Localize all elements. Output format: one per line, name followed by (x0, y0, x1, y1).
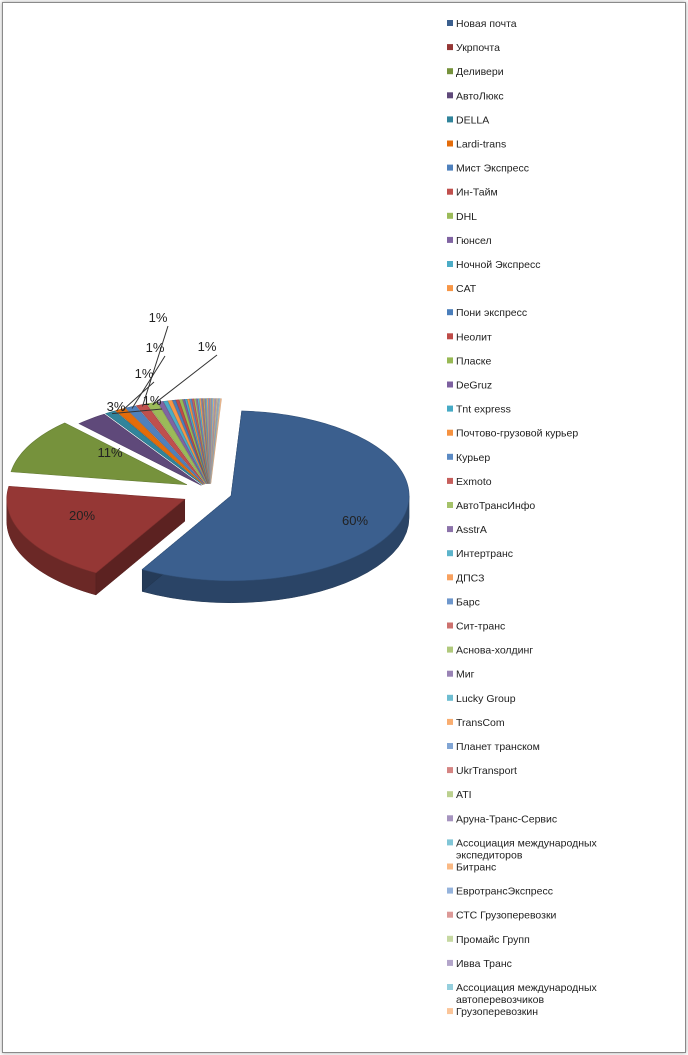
legend-swatch (447, 719, 453, 725)
legend-item (447, 18, 517, 30)
legend-item (447, 789, 472, 801)
legend-label: Интертранс (456, 548, 514, 561)
legend-label: DHL (456, 210, 478, 223)
data-label-4: 1% (142, 393, 162, 408)
legend-label: ATI (456, 789, 472, 802)
legend-item (447, 765, 517, 777)
legend-swatch (447, 68, 453, 74)
data-label-5: 1% (134, 366, 154, 381)
legend-swatch (447, 382, 453, 388)
legend-label: Lardi-trans (456, 138, 507, 151)
data-label-1: 20% (68, 508, 96, 523)
legend-swatch (447, 141, 453, 147)
data-label-0: 60% (341, 513, 369, 528)
leader-line-8 (153, 355, 217, 405)
legend-item (447, 66, 504, 78)
legend-item (447, 187, 498, 199)
legend-swatch (447, 333, 453, 339)
legend-item (447, 428, 578, 440)
data-label-8: 1% (197, 339, 217, 354)
legend-item (447, 452, 490, 464)
legend-label: Ин-Тайм (456, 186, 498, 199)
legend-label: ЕвротрансЭкспресс (456, 885, 553, 898)
legend-item (447, 596, 480, 608)
legend (447, 18, 598, 1018)
legend-swatch (447, 237, 453, 243)
legend-label: Почтово-грузовой курьер (456, 427, 579, 440)
legend-swatch (447, 189, 453, 195)
legend-swatch (447, 984, 453, 990)
legend-item (447, 813, 557, 825)
legend-swatch (447, 623, 453, 629)
legend-item (447, 500, 535, 512)
legend-label: Барс (456, 596, 480, 609)
legend-label: Ивва Транс (456, 957, 512, 970)
legend-swatch (447, 960, 453, 966)
legend-label: Мист Экспресс (456, 162, 529, 175)
legend-label: Деливери (456, 66, 504, 79)
legend-swatch (447, 912, 453, 918)
legend-label: АвтоТрансИнфо (456, 500, 536, 512)
legend-swatch (447, 478, 453, 484)
legend-label: АвтоЛюкс (456, 90, 504, 103)
legend-label: Неолит (456, 331, 492, 344)
legend-swatch (447, 647, 453, 653)
legend-swatch (447, 430, 453, 436)
legend-swatch (447, 791, 453, 797)
legend-item (447, 524, 487, 536)
legend-item (447, 259, 540, 271)
legend-swatch (447, 1008, 453, 1014)
legend-item (447, 139, 506, 151)
legend-label: Exmoto (456, 475, 492, 488)
data-label-6: 1% (145, 340, 165, 355)
legend-label: CAT (456, 283, 477, 296)
legend-label: ДПСЗ (456, 572, 485, 585)
legend-label: Аруна-Транс-Сервис (456, 813, 558, 826)
legend-item (447, 741, 540, 753)
legend-swatch (447, 357, 453, 363)
legend-item (447, 621, 505, 633)
legend-swatch (447, 116, 453, 122)
legend-item (447, 1006, 538, 1018)
legend-item (447, 163, 529, 175)
legend-label: Курьер (456, 451, 491, 464)
legend-item (447, 982, 598, 1006)
legend-label: UkrTransport (456, 765, 517, 778)
legend-label: СТС Грузоперевозки (456, 909, 557, 922)
legend-swatch (447, 598, 453, 604)
legend-swatch (447, 550, 453, 556)
legend-item (447, 693, 516, 705)
legend-label: Битранс (456, 861, 497, 874)
legend-label: Пони экспресс (456, 307, 528, 320)
legend-swatch (447, 309, 453, 315)
legend-label: Tnt express (456, 403, 511, 416)
legend-swatch (447, 839, 453, 845)
legend-item (447, 548, 513, 560)
legend-label: Ассоциация международных (456, 982, 597, 994)
legend-swatch (447, 888, 453, 894)
legend-item (447, 934, 530, 946)
legend-swatch (447, 767, 453, 773)
legend-swatch (447, 526, 453, 532)
legend-label: Укрпочта (456, 42, 500, 55)
legend-swatch (447, 671, 453, 677)
legend-label: Ночной Экспресс (456, 259, 541, 271)
legend-label: Грузоперевозкин (456, 1006, 539, 1019)
legend-swatch (447, 743, 453, 749)
legend-item (447, 910, 557, 922)
legend-swatch (447, 285, 453, 291)
legend-label: Новая почта (456, 18, 517, 30)
legend-swatch (447, 695, 453, 701)
data-label-2: 11% (97, 445, 123, 460)
legend-label: DeGruz (456, 379, 493, 392)
legend-label: Промайс Групп (456, 933, 530, 946)
legend-item (447, 404, 511, 416)
legend-label: Аснова-холдинг (456, 644, 534, 657)
legend-label: Ассоциация международных (456, 837, 597, 850)
legend-item (447, 862, 496, 874)
legend-item (447, 476, 492, 488)
legend-swatch (447, 213, 453, 219)
legend-swatch (447, 44, 453, 50)
legend-item (447, 717, 505, 729)
legend-item (447, 42, 500, 54)
legend-item (447, 645, 533, 657)
legend-label-cont: экспедиторов (456, 849, 523, 862)
legend-label-cont: автоперевозчиков (456, 994, 545, 1006)
legend-swatch (447, 20, 453, 26)
legend-item (447, 355, 491, 367)
legend-swatch (447, 574, 453, 580)
legend-item (447, 235, 492, 247)
data-label-7: 1% (148, 310, 168, 325)
legend-item (447, 380, 492, 392)
legend-label: Lucky Group (456, 692, 516, 705)
legend-label: Гюнсел (456, 234, 492, 247)
legend-label: Миг (456, 668, 475, 681)
legend-swatch (447, 261, 453, 267)
data-label-3: 3% (106, 399, 126, 414)
legend-label: DELLA (456, 114, 490, 127)
legend-item (447, 669, 475, 681)
legend-swatch (447, 502, 453, 508)
legend-label: Пласке (456, 355, 492, 368)
legend-item (447, 886, 553, 898)
legend-item (447, 572, 484, 584)
legend-label: Планет транском (456, 741, 540, 753)
legend-label: Сит-транс (456, 620, 506, 633)
legend-item (447, 90, 504, 102)
legend-item (447, 837, 598, 861)
legend-swatch (447, 165, 453, 171)
legend-item (447, 331, 492, 343)
legend-label: TransCom (456, 716, 505, 729)
legend-swatch (447, 864, 453, 870)
legend-swatch (447, 936, 453, 942)
legend-item (447, 307, 527, 319)
legend-swatch (447, 406, 453, 412)
legend-label: AsstrA (456, 524, 487, 537)
legend-item (447, 114, 489, 126)
legend-item (447, 958, 512, 970)
legend-swatch (447, 815, 453, 821)
legend-item (447, 283, 477, 295)
pie-slices (7, 399, 409, 603)
legend-item (447, 211, 477, 223)
legend-swatch (447, 454, 453, 460)
legend-swatch (447, 92, 453, 98)
